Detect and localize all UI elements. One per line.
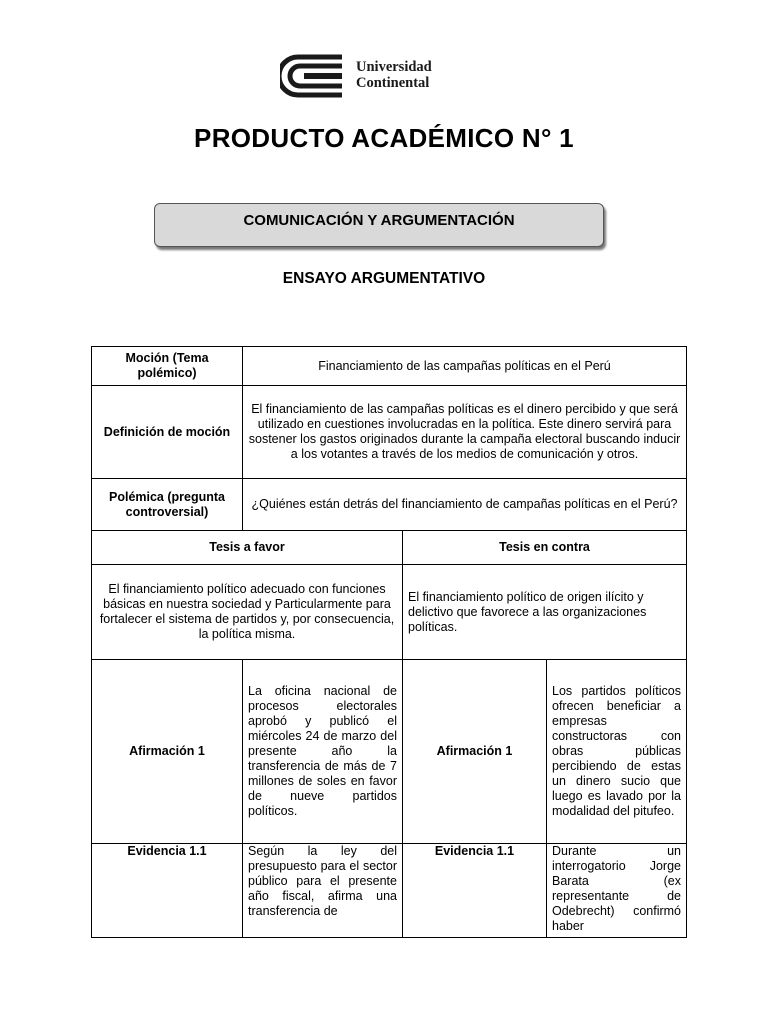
tesis-favor-label: Tesis a favor bbox=[92, 531, 403, 565]
logo-line-1: Universidad bbox=[356, 59, 432, 75]
evidencia-contra-label: Evidencia 1.1 bbox=[403, 844, 547, 938]
definicion-label: Definición de moción bbox=[92, 386, 243, 479]
tesis-favor-value: El financiamiento político adecuado con funciones básicas en nuestra sociedad y Particularmente para fortalecer el sistema de partidos y, por consecuencia, la política misma. bbox=[92, 565, 403, 660]
polemica-label: Polémica (pregunta controversial) bbox=[92, 479, 243, 531]
table-row-tesis-values bbox=[92, 565, 687, 660]
logo-text bbox=[356, 59, 432, 91]
argument-table bbox=[91, 346, 687, 938]
afirmacion-contra-value: Los partidos políticos ofrecen beneficiar a empresas constructoras con obras públicas percibiendo de estas un dinero sucio que luego es lavado por la modalidad del pitufeo. bbox=[547, 660, 687, 844]
course-name: COMUNICACIÓN Y ARGUMENTACIÓN bbox=[243, 212, 515, 229]
page-title: PRODUCTO ACADÉMICO N° 1 bbox=[194, 123, 574, 153]
university-logo bbox=[280, 53, 460, 99]
university-continental-logo-icon bbox=[280, 53, 346, 99]
evidencia-favor-label: Evidencia 1.1 bbox=[92, 844, 243, 938]
evidencia-contra-value: Durante un interrogatorio Jorge Barata (ex representante de Odebrecht) confirmó haber bbox=[547, 844, 687, 938]
document-subtitle: ENSAYO ARGUMENTATIVO bbox=[282, 270, 486, 287]
table-row-mocion bbox=[92, 347, 687, 386]
logo-line-2: Continental bbox=[356, 75, 430, 91]
table-row-definicion bbox=[92, 386, 687, 479]
definicion-value: El financiamiento de las campañas políticas es el dinero percibido y que será utilizado en cuestiones involucradas en la política. Este dinero servirá para sostener los gastos originados durante la campaña electoral buscando inducir a los votantes a través de los medios de comunicación y otros. bbox=[243, 386, 687, 479]
evidencia-favor-value: Según la ley del presupuesto para el sector público para el presente año fiscal, afirma una transferencia de bbox=[243, 844, 403, 938]
mocion-value: Financiamiento de las campañas políticas en el Perú bbox=[243, 347, 687, 386]
polemica-value: ¿Quiénes están detrás del financiamiento de campañas políticas en el Perú? bbox=[243, 479, 687, 531]
table-row-polemica bbox=[92, 479, 687, 531]
afirmacion-favor-value: La oficina nacional de procesos electorales aprobó y publicó el miércoles 24 de marzo del presente año la transferencia de más de 7 millones de soles en favor de nueve partidos políticos. bbox=[243, 660, 403, 844]
mocion-label: Moción (Tema polémico) bbox=[92, 347, 243, 386]
afirmacion-contra-label: Afirmación 1 bbox=[403, 660, 547, 844]
afirmacion-favor-label: Afirmación 1 bbox=[92, 660, 243, 844]
table-row-evidencia bbox=[92, 844, 687, 938]
table-row-tesis-headers bbox=[92, 531, 687, 565]
table-row-afirmacion bbox=[92, 660, 687, 844]
tesis-contra-label: Tesis en contra bbox=[403, 531, 687, 565]
course-banner bbox=[154, 203, 604, 247]
tesis-contra-value: El financiamiento político de origen ilícito y delictivo que favorece a las organizaciones políticas. bbox=[403, 565, 687, 660]
